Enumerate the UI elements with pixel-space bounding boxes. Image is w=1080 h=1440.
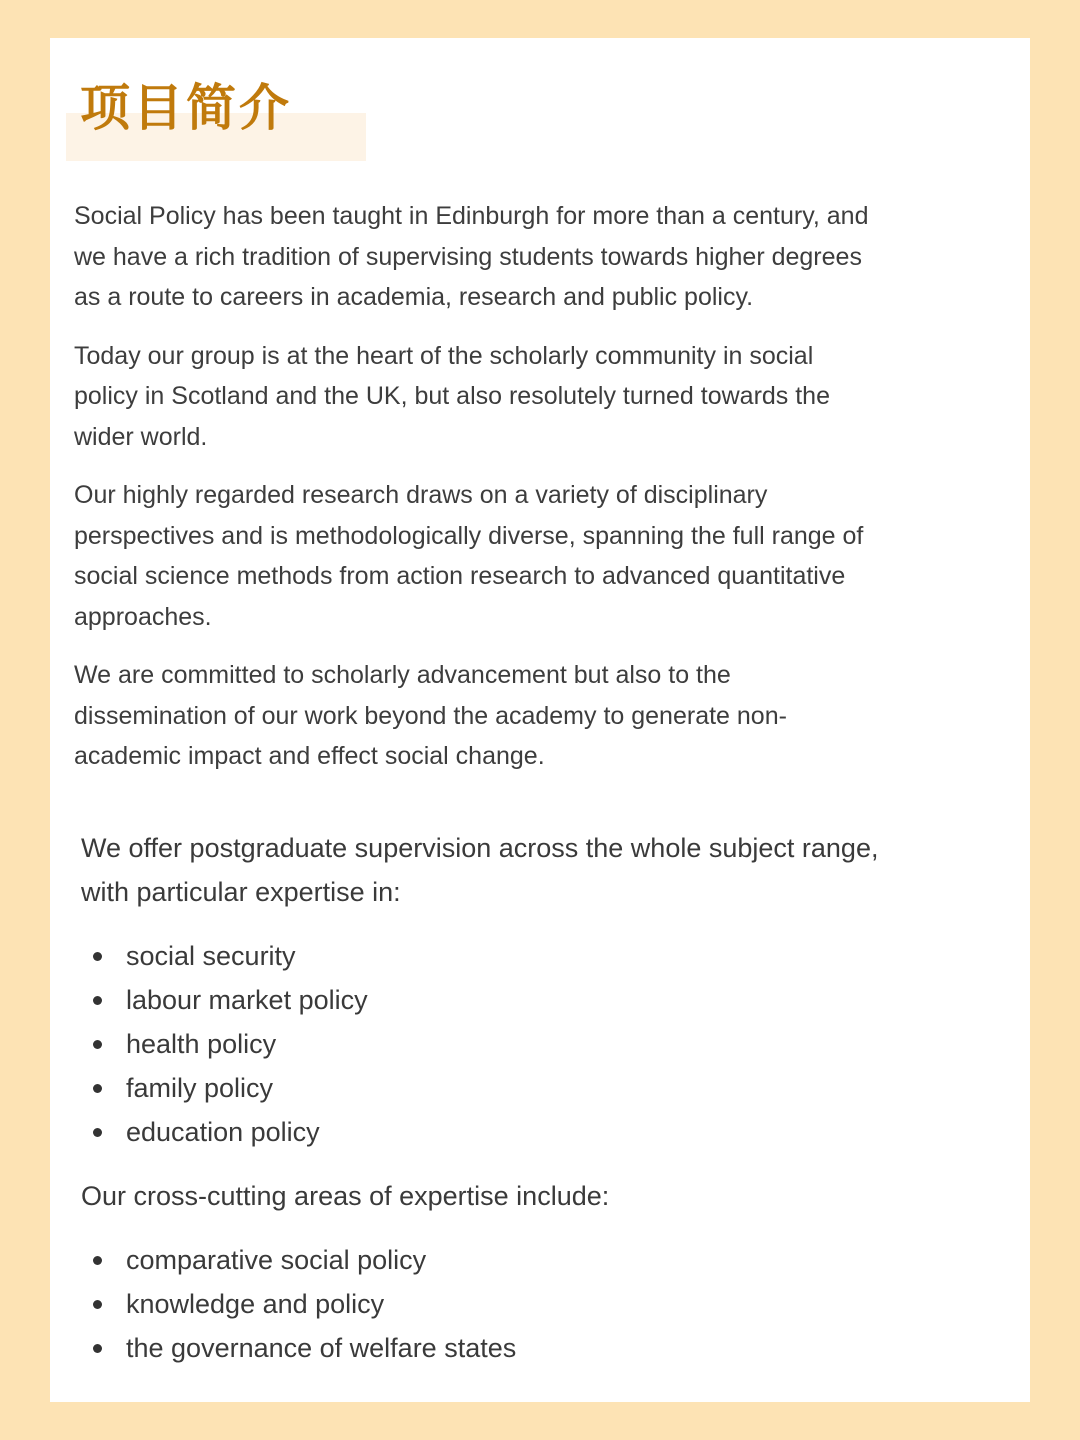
list-item: the governance of welfare states <box>81 1326 901 1370</box>
cross-cutting-lead: Our cross-cutting areas of expertise include: <box>81 1181 610 1211</box>
title-block <box>66 76 366 162</box>
expertise-section <box>81 826 901 1370</box>
cross-cutting-list <box>81 1238 901 1370</box>
paragraph-research: Our highly regarded research draws on a variety of disciplinary perspectives and is methodologically diverse, spanning the full range of social science methods from action research to advanced quantitative approaches. <box>74 481 864 631</box>
list-item: health policy <box>81 1022 901 1066</box>
supervision-list <box>81 934 901 1154</box>
paragraph-community: Today our group is at the heart of the scholarly community in social policy in Scotland and the UK, but also resolutely turned towards the wider world. <box>74 341 830 451</box>
list-item: comparative social policy <box>81 1238 901 1282</box>
page-title: 项目简介 <box>80 79 292 137</box>
list-item: labour market policy <box>81 978 901 1022</box>
list-item: knowledge and policy <box>81 1282 901 1326</box>
paragraph-history: Social Policy has been taught in Edinburgh for more than a century, and we have a rich tradition of supervising students towards higher degrees as a route to careers in academia, research and public policy. <box>74 202 869 311</box>
list-item: family policy <box>81 1066 901 1110</box>
paragraph-impact: We are committed to scholarly advancement but also to the dissemination of our work beyond the academy to generate non-academic impact and effect social change. <box>74 661 787 770</box>
intro-paragraphs <box>74 196 874 795</box>
list-item: education policy <box>81 1110 901 1154</box>
list-item: social security <box>81 934 901 978</box>
content-card <box>50 38 1030 1402</box>
supervision-lead: We offer postgraduate supervision across the whole subject range, with particular expertise in: <box>81 833 879 907</box>
